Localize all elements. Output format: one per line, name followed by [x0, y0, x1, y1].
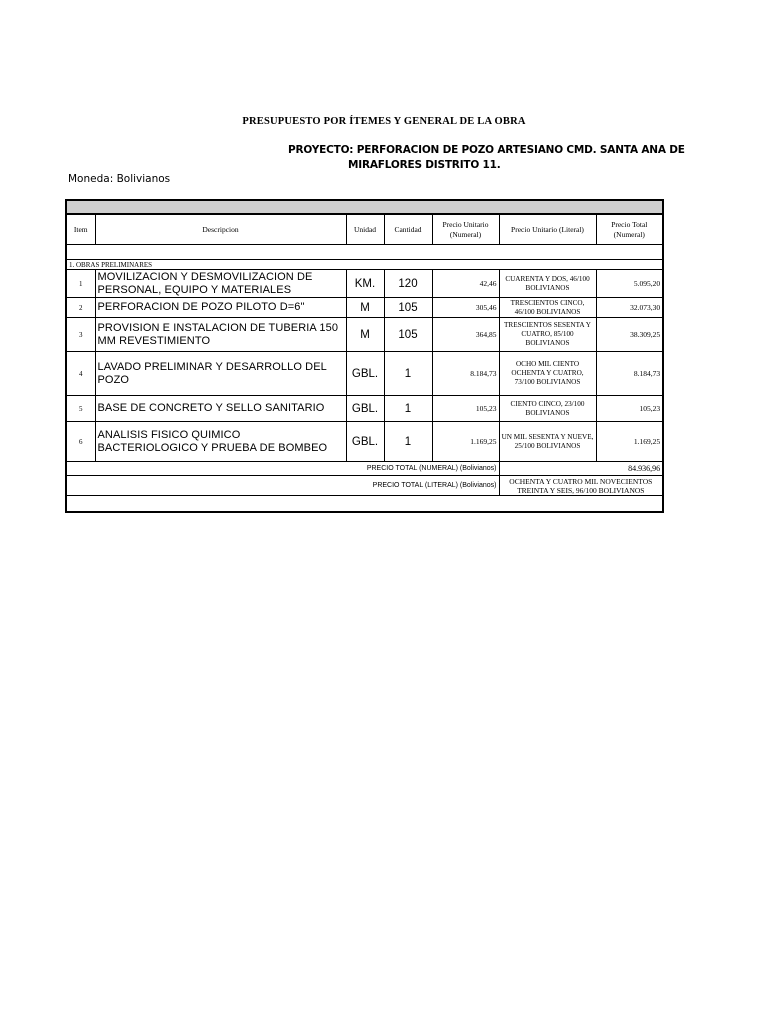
total-literal-label: PRECIO TOTAL (LITERAL) (Bolivianos) [66, 476, 499, 496]
row-unit-price: 364,85 [432, 318, 499, 352]
row-description: BASE DE CONCRETO Y SELLO SANITARIO [95, 396, 346, 422]
row-description: PERFORACION DE POZO PILOTO D=6" [95, 298, 346, 318]
row-item: 1 [66, 270, 95, 298]
row-quantity: 105 [384, 298, 432, 318]
table-header-row [66, 214, 663, 245]
row-quantity: 1 [384, 396, 432, 422]
row-unit-price-literal: TRESCIENTOS CINCO, 46/100 BOLIVIANOS [499, 298, 596, 318]
table-row [66, 298, 663, 318]
section-row [66, 260, 663, 270]
budget-table [65, 199, 664, 513]
table-row [66, 422, 663, 462]
row-unit: M [346, 318, 384, 352]
row-quantity: 1 [384, 422, 432, 462]
row-unit-price-literal: OCHO MIL CIENTO OCHENTA Y CUATRO, 73/100 BOLIVIANOS [499, 352, 596, 396]
row-total: 38.309,25 [596, 318, 663, 352]
row-total: 105,23 [596, 396, 663, 422]
row-description: PROVISION E INSTALACION DE TUBERIA 150 MM REVESTIMIENTO [95, 318, 346, 352]
project-name-line2: MIRAFLORES DISTRITO 11. [348, 159, 501, 171]
row-unit-price: 42,46 [432, 270, 499, 298]
header-quantity: Cantidad [384, 214, 432, 245]
row-unit-price-literal: CUARENTA Y DOS, 46/100 BOLIVIANOS [499, 270, 596, 298]
table-row [66, 396, 663, 422]
row-item: 6 [66, 422, 95, 462]
table-top-band [66, 200, 663, 214]
header-item: Item [66, 214, 95, 245]
row-description: ANALISIS FISICO QUIMICO BACTERIOLOGICO Y PRUEBA DE BOMBEO [95, 422, 346, 462]
row-quantity: 1 [384, 352, 432, 396]
row-unit: KM. [346, 270, 384, 298]
row-quantity: 120 [384, 270, 432, 298]
row-unit: M [346, 298, 384, 318]
header-total-price-numeral: Precio Total (Numeral) [596, 214, 663, 245]
header-unit: Unidad [346, 214, 384, 245]
table-row [66, 352, 663, 396]
document-title: PRESUPUESTO POR ÍTEMES Y GENERAL DE LA OBRA [242, 116, 526, 127]
row-unit-price-literal: CIENTO CINCO, 23/100 BOLIVIANOS [499, 396, 596, 422]
row-unit-price-literal: TRESCIENTOS SESENTA Y CUATRO, 85/100 BOLIVIANOS [499, 318, 596, 352]
row-unit: GBL. [346, 396, 384, 422]
row-description: MOVILIZACION Y DESMOVILIZACION DE PERSONAL, EQUIPO Y MATERIALES [95, 270, 346, 298]
row-unit-price: 8.184,73 [432, 352, 499, 396]
row-unit-price: 105,23 [432, 396, 499, 422]
row-item: 5 [66, 396, 95, 422]
row-total: 32.073,30 [596, 298, 663, 318]
row-unit: GBL. [346, 422, 384, 462]
total-numeral-value: 84.936,96 [499, 462, 663, 476]
total-literal-value: OCHENTA Y CUATRO MIL NOVECIENTOS TREINTA Y SEIS, 96/100 BOLIVIANOS [499, 476, 663, 496]
row-item: 4 [66, 352, 95, 396]
row-unit-price: 1.169,25 [432, 422, 499, 462]
section-label: 1. OBRAS PRELIMINARES [66, 260, 663, 270]
total-literal-row [66, 476, 663, 496]
row-description: LAVADO PRELIMINAR Y DESARROLLO DEL POZO [95, 352, 346, 396]
project-name-line1: PROYECTO: PERFORACION DE POZO ARTESIANO CMD. SANTA ANA DE [288, 144, 685, 156]
row-total: 1.169,25 [596, 422, 663, 462]
row-unit: GBL. [346, 352, 384, 396]
spacer-row [66, 245, 663, 260]
total-numeral-row [66, 462, 663, 476]
row-total: 5.095,20 [596, 270, 663, 298]
header-description: Descripcion [95, 214, 346, 245]
header-unit-price-literal: Precio Unitario (Literal) [499, 214, 596, 245]
currency-label: Moneda: Bolivianos [68, 173, 171, 185]
row-item: 3 [66, 318, 95, 352]
row-item: 2 [66, 298, 95, 318]
table-row [66, 318, 663, 352]
header-unit-price-numeral: Precio Unitario (Numeral) [432, 214, 499, 245]
total-numeral-label: PRECIO TOTAL (NUMERAL) (Bolivianos) [66, 462, 499, 476]
row-unit-price: 305,46 [432, 298, 499, 318]
table-row [66, 270, 663, 298]
row-quantity: 105 [384, 318, 432, 352]
row-unit-price-literal: UN MIL SESENTA Y NUEVE, 25/100 BOLIVIANOS [499, 422, 596, 462]
table-bottom-row [66, 496, 663, 513]
row-total: 8.184,73 [596, 352, 663, 396]
